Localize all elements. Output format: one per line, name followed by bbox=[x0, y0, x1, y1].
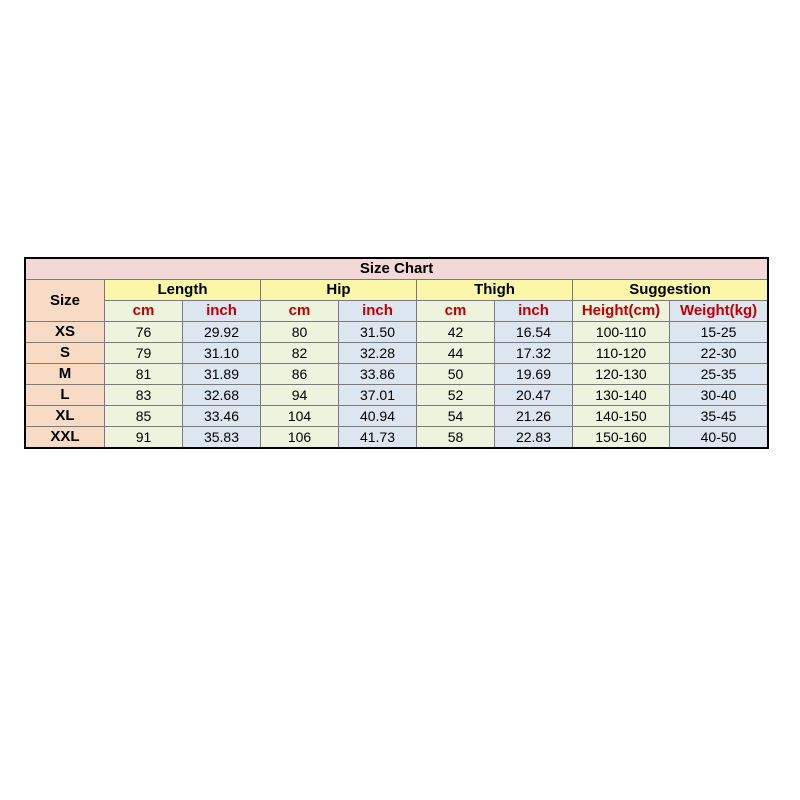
table-cell: 15-25 bbox=[670, 322, 768, 343]
unit-header: Height(cm) bbox=[573, 301, 670, 322]
table-cell: 79 bbox=[105, 343, 183, 364]
unit-header: inch bbox=[339, 301, 417, 322]
table-cell: 91 bbox=[105, 427, 183, 448]
size-label: M bbox=[26, 364, 105, 385]
table-cell: 35.83 bbox=[183, 427, 261, 448]
table-cell: 40-50 bbox=[670, 427, 768, 448]
table-cell: 37.01 bbox=[339, 385, 417, 406]
table-cell: 94 bbox=[261, 385, 339, 406]
table-cell: 54 bbox=[417, 406, 495, 427]
table-cell: 150-160 bbox=[573, 427, 670, 448]
table-cell: 41.73 bbox=[339, 427, 417, 448]
table-row bbox=[26, 406, 768, 427]
table-cell: 31.10 bbox=[183, 343, 261, 364]
size-label: XS bbox=[26, 322, 105, 343]
size-label: XXL bbox=[26, 427, 105, 448]
table-cell: 19.69 bbox=[495, 364, 573, 385]
unit-header: Weight(kg) bbox=[670, 301, 768, 322]
table-cell: 33.46 bbox=[183, 406, 261, 427]
group-header-hip: Hip bbox=[261, 280, 417, 301]
table-cell: 16.54 bbox=[495, 322, 573, 343]
table-cell: 50 bbox=[417, 364, 495, 385]
table-cell: 110-120 bbox=[573, 343, 670, 364]
unit-header: inch bbox=[495, 301, 573, 322]
table-cell: 80 bbox=[261, 322, 339, 343]
table-cell: 22-30 bbox=[670, 343, 768, 364]
table-cell: 76 bbox=[105, 322, 183, 343]
table-row bbox=[26, 322, 768, 343]
unit-header: cm bbox=[105, 301, 183, 322]
table-cell: 104 bbox=[261, 406, 339, 427]
table-cell: 20.47 bbox=[495, 385, 573, 406]
table-cell: 35-45 bbox=[670, 406, 768, 427]
table-cell: 21.26 bbox=[495, 406, 573, 427]
table-cell: 40.94 bbox=[339, 406, 417, 427]
table-cell: 32.68 bbox=[183, 385, 261, 406]
table-cell: 86 bbox=[261, 364, 339, 385]
table-cell: 85 bbox=[105, 406, 183, 427]
table-cell: 82 bbox=[261, 343, 339, 364]
table-cell: 120-130 bbox=[573, 364, 670, 385]
table-cell: 100-110 bbox=[573, 322, 670, 343]
table-cell: 130-140 bbox=[573, 385, 670, 406]
size-label: S bbox=[26, 343, 105, 364]
table-cell: 58 bbox=[417, 427, 495, 448]
table-cell: 33.86 bbox=[339, 364, 417, 385]
table-row bbox=[26, 427, 768, 448]
size-label: XL bbox=[26, 406, 105, 427]
unit-header: cm bbox=[261, 301, 339, 322]
table-cell: 106 bbox=[261, 427, 339, 448]
table-cell: 29.92 bbox=[183, 322, 261, 343]
table-cell: 44 bbox=[417, 343, 495, 364]
table-cell: 17.32 bbox=[495, 343, 573, 364]
group-header-thigh: Thigh bbox=[417, 280, 573, 301]
table-cell: 31.89 bbox=[183, 364, 261, 385]
table-cell: 25-35 bbox=[670, 364, 768, 385]
size-chart bbox=[25, 258, 767, 448]
group-header-row bbox=[26, 280, 768, 301]
table-cell: 30-40 bbox=[670, 385, 768, 406]
table-cell: 52 bbox=[417, 385, 495, 406]
table-row bbox=[26, 343, 768, 364]
table-cell: 22.83 bbox=[495, 427, 573, 448]
table-cell: 140-150 bbox=[573, 406, 670, 427]
size-column-header: Size bbox=[26, 280, 105, 322]
table-row bbox=[26, 385, 768, 406]
table-cell: 81 bbox=[105, 364, 183, 385]
unit-header: inch bbox=[183, 301, 261, 322]
table-title: Size Chart bbox=[26, 259, 768, 280]
size-label: L bbox=[26, 385, 105, 406]
unit-header-row bbox=[26, 301, 768, 322]
table-cell: 31.50 bbox=[339, 322, 417, 343]
table-cell: 32.28 bbox=[339, 343, 417, 364]
table-cell: 42 bbox=[417, 322, 495, 343]
table-cell: 83 bbox=[105, 385, 183, 406]
group-header-suggestion: Suggestion bbox=[573, 280, 768, 301]
group-header-length: Length bbox=[105, 280, 261, 301]
size-chart-table bbox=[25, 258, 768, 448]
unit-header: cm bbox=[417, 301, 495, 322]
title-row bbox=[26, 259, 768, 280]
table-row bbox=[26, 364, 768, 385]
